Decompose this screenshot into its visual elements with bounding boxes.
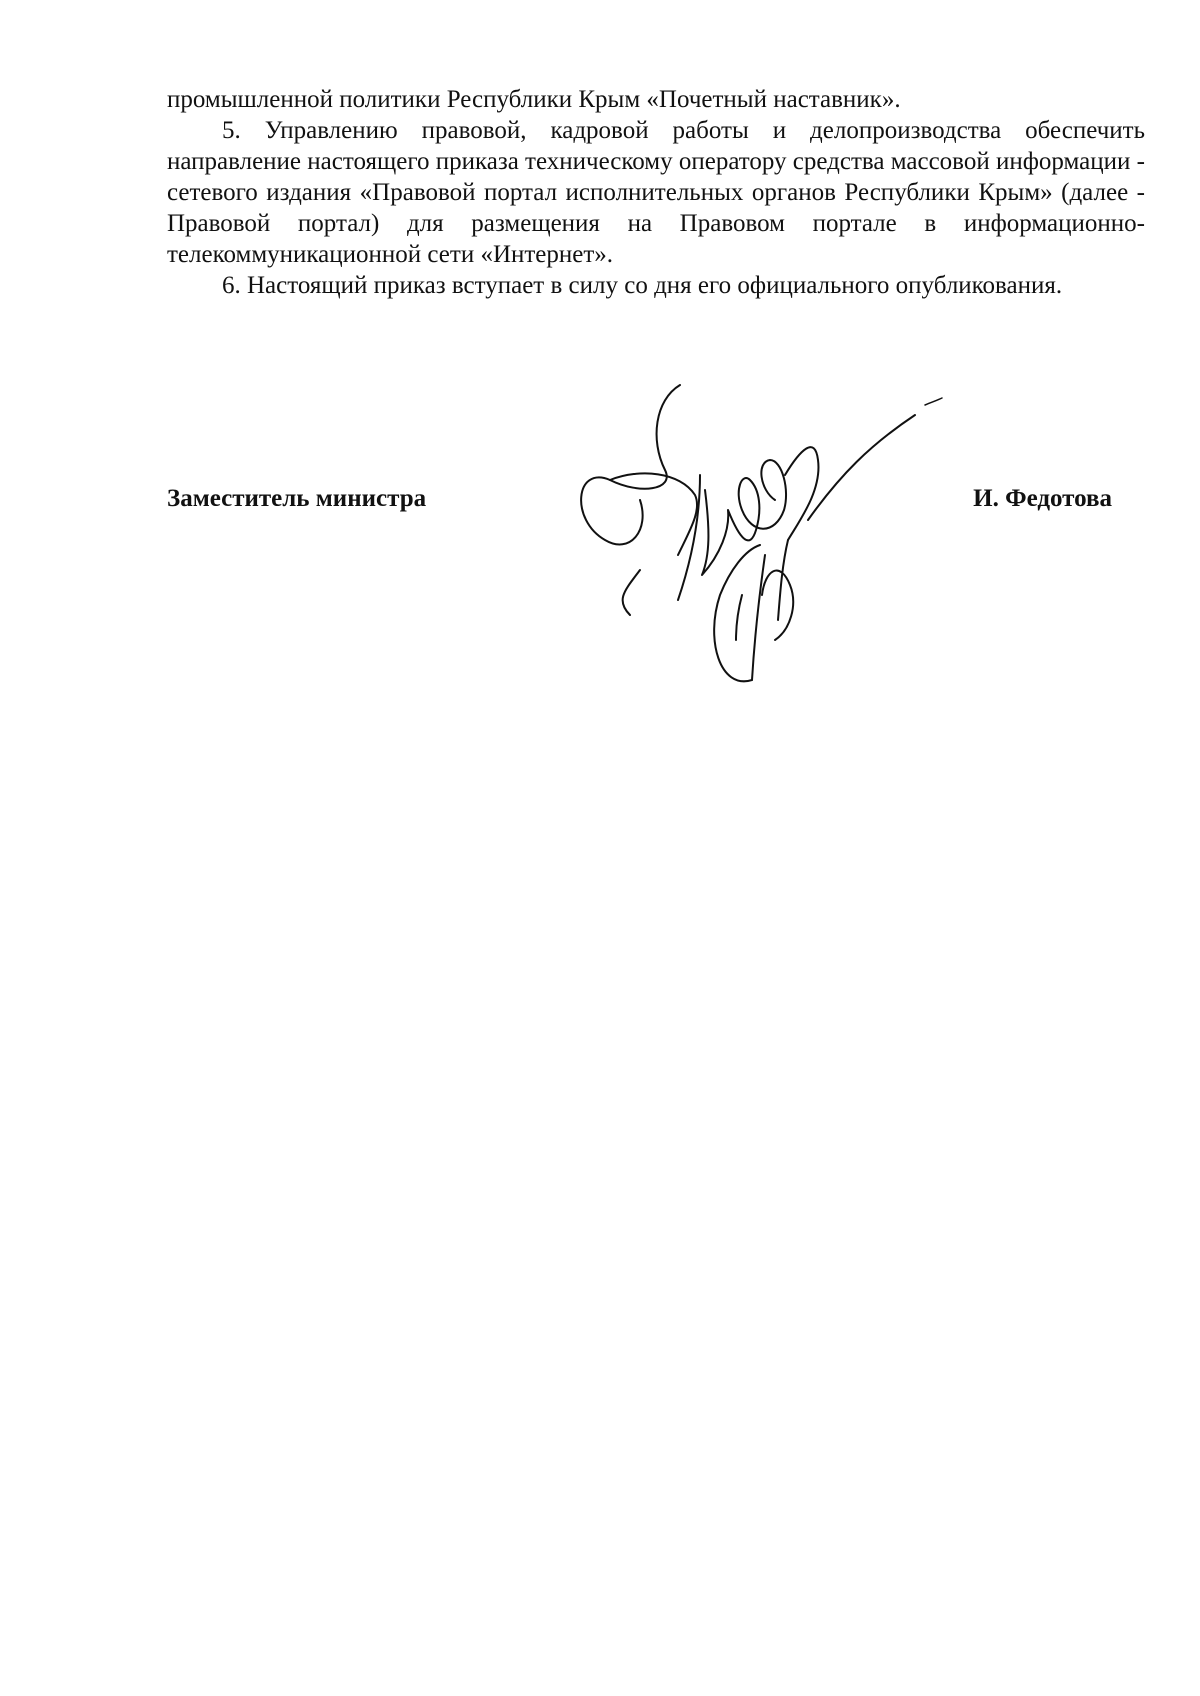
signatory-title: Заместитель министра: [167, 485, 427, 512]
signatory-name: И. Федотова: [973, 485, 1112, 512]
paragraph-continuation: промышленной политики Республики Крым «Почетный наставник».: [167, 86, 901, 113]
paragraph-item-5: 5. Управлению правовой, кадровой работы и делопроизводства обеспечить направление настоящего приказа техническому оператору средства массовой информации - сетевого издания «Правовой портал исполнительных органов Республики Крым» (далее - Правовой портал) для размещения на Правовом портале в информационно-телекоммуникационной сети «Интернет».: [167, 117, 1145, 268]
document-body: [167, 84, 1145, 301]
handwritten-signature: [570, 380, 950, 710]
paragraph-item-6: 6. Настоящий приказ вступает в силу со дня его официального опубликования.: [222, 272, 1063, 299]
